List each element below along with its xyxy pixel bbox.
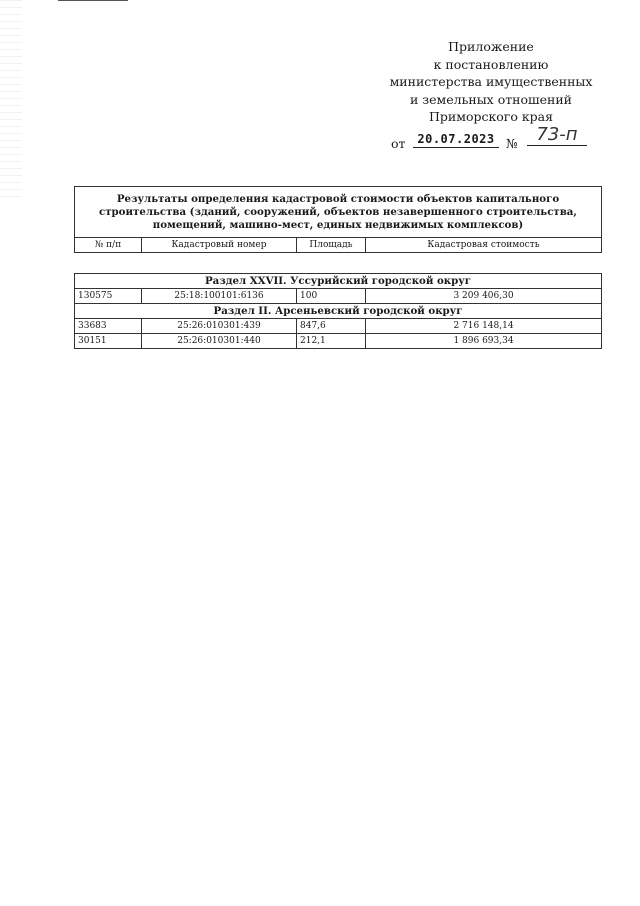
appendix-line: Приложение: [448, 39, 534, 54]
row-area: 100: [297, 289, 366, 304]
results-header-table: [74, 186, 602, 253]
decree-number-handwritten: 73-п: [527, 124, 587, 146]
row-value: 3 209 406,30: [366, 289, 602, 304]
row-cadastral: 25:26:010301:439: [142, 319, 297, 334]
row-number: 130575: [75, 289, 142, 304]
number-prefix: №: [506, 136, 518, 151]
scan-top-line: [58, 0, 128, 1]
section-title: Раздел XXVII. Уссурийский городской округ: [75, 274, 602, 289]
row-value: 1 896 693,34: [366, 334, 602, 349]
date-stamp: 20.07.2023: [413, 132, 499, 148]
column-header-cadastral: Кадастровый номер: [142, 238, 297, 253]
table-row: [75, 319, 602, 334]
row-number: 33683: [75, 319, 142, 334]
row-cadastral: 25:18:100101:6136: [142, 289, 297, 304]
column-header-area: Площадь: [297, 238, 366, 253]
section-title: Раздел II. Арсеньевский городской округ: [75, 304, 602, 319]
appendix-line: и земельных отношений: [410, 91, 572, 107]
decree-date-number: [391, 124, 621, 154]
row-area: 847,6: [297, 319, 366, 334]
scan-edge-artifact: [0, 0, 22, 200]
row-cadastral: 25:26:010301:440: [142, 334, 297, 349]
table-title: Результаты определения кадастровой стоимости объектов капитального строительства (зданий, сооружений, объектов незавершенного строительства, помещений, машино-мест, единых недвижимых комплексов): [75, 187, 602, 238]
table-row: [75, 289, 602, 304]
row-value: 2 716 148,14: [366, 319, 602, 334]
row-number: 30151: [75, 334, 142, 349]
column-header-value: Кадастровая стоимость: [366, 238, 602, 253]
appendix-line: к постановлению: [433, 56, 549, 72]
date-prefix: от: [391, 136, 406, 151]
table-row: [75, 334, 602, 349]
column-header-number: № п/п: [75, 238, 142, 253]
row-area: 212,1: [297, 334, 366, 349]
appendix-header: [380, 38, 602, 126]
results-data-table: [74, 273, 602, 349]
appendix-line: Приморского края: [428, 109, 554, 124]
appendix-line: министерства имущественных: [389, 74, 593, 89]
